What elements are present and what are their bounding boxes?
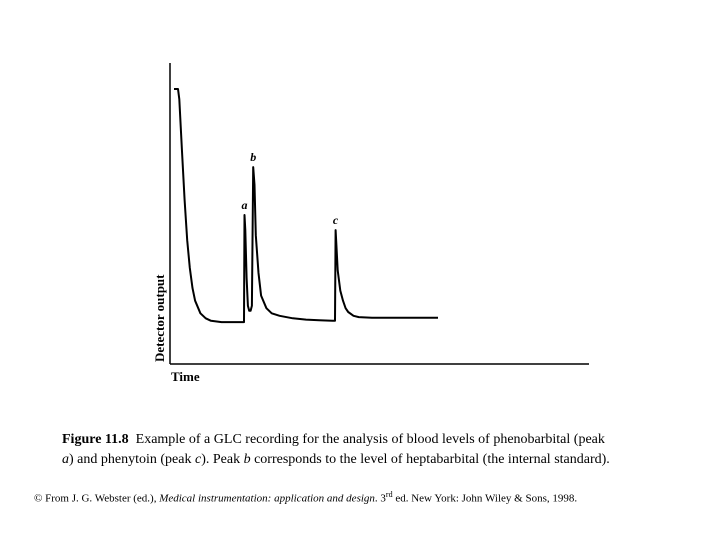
caption-text-4: ). Peak <box>201 452 244 467</box>
caption-line1: Example of a GLC recording for the analysis of blood levels of phenobarbital (peak <box>135 432 605 447</box>
credit-edition-sup: rd <box>385 490 393 499</box>
detector-trace <box>174 89 438 322</box>
caption-peak-c: c <box>194 452 202 467</box>
source-credit <box>34 490 714 505</box>
caption-peak-b: b <box>243 452 251 467</box>
peak-label-b: b <box>250 150 257 165</box>
peak-label-c: c <box>332 213 339 228</box>
figure-caption <box>62 430 702 470</box>
y-axis-label: Detector output <box>152 274 167 362</box>
figure-number: Figure 11.8 <box>62 432 129 447</box>
caption-peak-a: a <box>62 452 69 467</box>
x-axis-label: Time <box>171 369 200 384</box>
peak-label-a: a <box>241 198 248 212</box>
caption-text-2: ) and phenytoin (peak <box>69 452 195 467</box>
credit-book-title: Medical instrumentation: application and design <box>159 492 375 505</box>
credit-edition: . 3 <box>374 492 386 505</box>
credit-suffix: ed. New York: John Wiley & Sons, 1998. <box>392 492 578 505</box>
caption-text-6: corresponds to the level of heptabarbital (the internal standard). <box>250 452 610 467</box>
credit-prefix: © From J. G. Webster (ed.), <box>34 492 160 505</box>
